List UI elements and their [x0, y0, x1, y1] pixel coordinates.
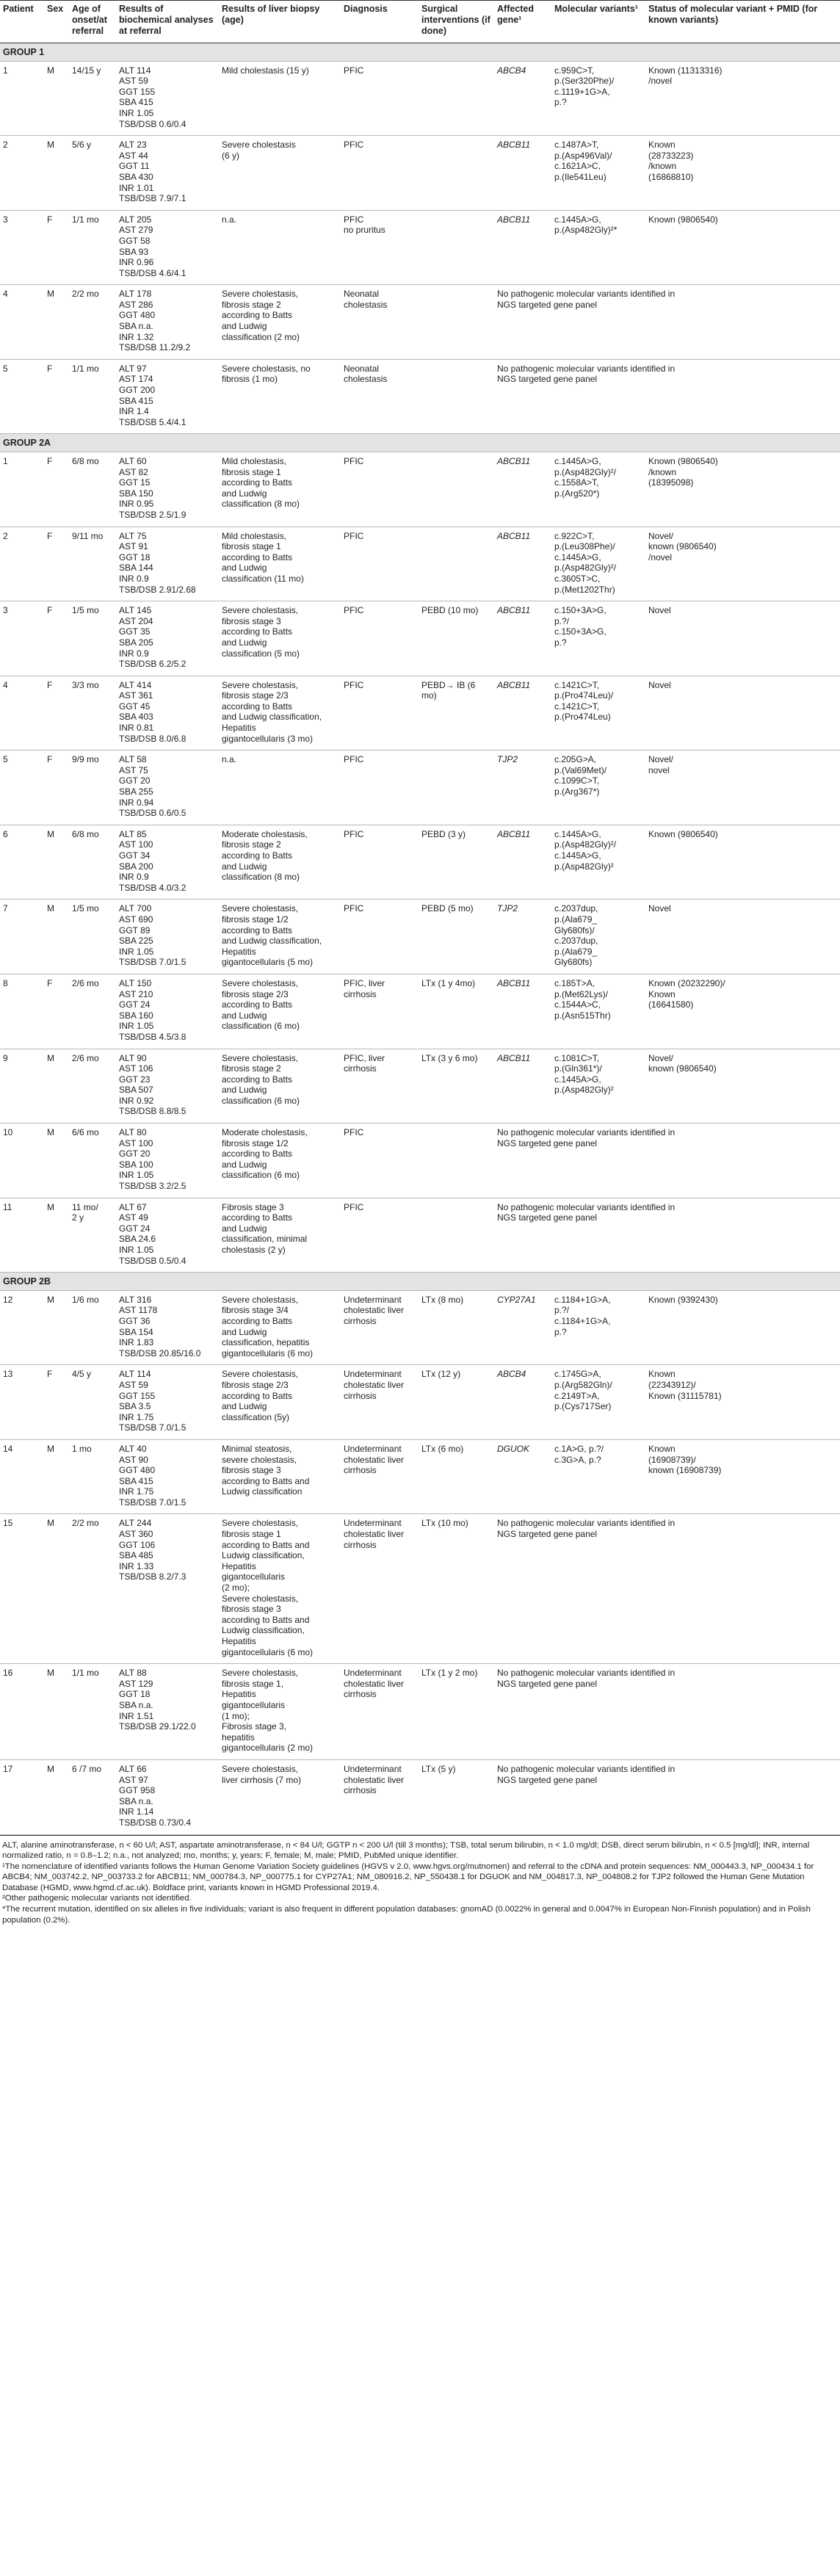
cell-no-variant: No pathogenic molecular variants identified in NGS targeted gene panel	[494, 359, 840, 434]
cell-gene: TJP2	[494, 750, 551, 825]
cell-biochem: ALT 40 AST 90 GGT 480 SBA 415 INR 1.75 TSB/DSB 7.0/1.5	[116, 1439, 219, 1514]
cell-surgery: LTx (3 y 6 mo)	[419, 1049, 494, 1124]
cell-patient: 2	[0, 136, 44, 211]
cell-variants: c.150+3A>G, p.?/ c.150+3A>G, p.?	[551, 601, 645, 676]
cell-age: 2/6 mo	[69, 1049, 116, 1124]
cell-age: 11 mo/ 2 y	[69, 1198, 116, 1273]
cell-age: 4/5 y	[69, 1365, 116, 1440]
cell-diagnosis: PFIC	[341, 750, 419, 825]
cell-surgery: PEBD (3 y)	[419, 825, 494, 900]
table-row	[0, 285, 840, 360]
table-row	[0, 900, 840, 974]
cell-patient: 17	[0, 1759, 44, 1834]
cell-variants: c.922C>T, p.(Leu308Phe)/ c.1445A>G, p.(Asp482Gly)²/ c.3605T>C, p.(Met1202Thr)	[551, 527, 645, 601]
cell-diagnosis: Undeterminant cholestatic liver cirrhosis	[341, 1759, 419, 1834]
header-status: Status of molecular variant + PMID (for known variants)	[645, 1, 840, 43]
cell-variants: c.2037dup, p.(Ala679_ Gly680fs)/ c.2037dup, p.(Ala679_ Gly680fs)	[551, 900, 645, 974]
cell-age: 1/6 mo	[69, 1290, 116, 1365]
table-row	[0, 750, 840, 825]
cell-status: Novel/ known (9806540)	[645, 1049, 840, 1124]
cell-patient: 2	[0, 527, 44, 601]
cell-patient: 15	[0, 1514, 44, 1664]
table-row	[0, 601, 840, 676]
cell-diagnosis: PFIC no pruritus	[341, 210, 419, 285]
cell-biochem: ALT 244 AST 360 GGT 106 SBA 485 INR 1.33 TSB/DSB 8.2/7.3	[116, 1514, 219, 1664]
cell-sex: M	[44, 1290, 69, 1365]
cell-sex: M	[44, 1439, 69, 1514]
cell-age: 1/1 mo	[69, 1664, 116, 1760]
cell-age: 1 mo	[69, 1439, 116, 1514]
cell-biochem: ALT 114 AST 59 GGT 155 SBA 415 INR 1.05 TSB/DSB 0.6/0.4	[116, 61, 219, 136]
cell-surgery: LTx (8 mo)	[419, 1290, 494, 1365]
cell-status: Known (9806540) /known (18395098)	[645, 452, 840, 527]
cell-variants: c.1445A>G, p.(Asp482Gly)²/ c.1445A>G, p.(Asp482Gly)²	[551, 825, 645, 900]
cell-diagnosis: PFIC	[341, 676, 419, 750]
cell-variants: c.959C>T, p.(Ser320Phe)/ c.1119+1G>A, p.?	[551, 61, 645, 136]
cell-variants: c.1445A>G, p.(Asp482Gly)²*	[551, 210, 645, 285]
cell-patient: 12	[0, 1290, 44, 1365]
cell-surgery	[419, 210, 494, 285]
cell-surgery: PEBD (5 mo)	[419, 900, 494, 974]
cell-diagnosis: PFIC, liver cirrhosis	[341, 974, 419, 1049]
cell-age: 9/11 mo	[69, 527, 116, 601]
cell-biopsy: Severe cholestasis, fibrosis stage 2 according to Batts and Ludwig classification (2 mo)	[219, 285, 341, 360]
table-row	[0, 1290, 840, 1365]
table-row	[0, 1124, 840, 1198]
header-gene: Affected gene¹	[494, 1, 551, 43]
cell-patient: 4	[0, 285, 44, 360]
cell-patient: 3	[0, 210, 44, 285]
cell-variants: c.1184+1G>A, p.?/ c.1184+1G>A, p.?	[551, 1290, 645, 1365]
cell-biopsy: Severe cholestasis, liver cirrhosis (7 mo)	[219, 1759, 341, 1834]
cell-sex: M	[44, 1759, 69, 1834]
cell-surgery	[419, 527, 494, 601]
cell-patient: 14	[0, 1439, 44, 1514]
cell-biopsy: Mild cholestasis, fibrosis stage 1 according to Batts and Ludwig classification (8 mo)	[219, 452, 341, 527]
table-row	[0, 210, 840, 285]
cell-no-variant: No pathogenic molecular variants identified in NGS targeted gene panel	[494, 285, 840, 360]
table-row	[0, 1198, 840, 1273]
table-row	[0, 1365, 840, 1440]
table-row	[0, 1664, 840, 1760]
cell-age: 1/1 mo	[69, 359, 116, 434]
cell-age: 2/2 mo	[69, 285, 116, 360]
cell-age: 1/1 mo	[69, 210, 116, 285]
cell-status: Novel/ novel	[645, 750, 840, 825]
table-row	[0, 136, 840, 211]
cell-diagnosis: Undeterminant cholestatic liver cirrhosis	[341, 1365, 419, 1440]
cell-biopsy: Moderate cholestasis, fibrosis stage 2 according to Batts and Ludwig classification (8 mo)	[219, 825, 341, 900]
cell-surgery: LTx (1 y 2 mo)	[419, 1664, 494, 1760]
cell-biochem: ALT 150 AST 210 GGT 24 SBA 160 INR 1.05 TSB/DSB 4.5/3.8	[116, 974, 219, 1049]
cell-sex: M	[44, 1514, 69, 1664]
cell-biopsy: Severe cholestasis (6 y)	[219, 136, 341, 211]
table-footnotes	[0, 1835, 840, 1926]
cell-sex: M	[44, 825, 69, 900]
cell-age: 2/6 mo	[69, 974, 116, 1049]
cell-status: Known (22343912)/ Known (31115781)	[645, 1365, 840, 1440]
cell-biopsy: Severe cholestasis, fibrosis stage 3 according to Batts and Ludwig classification (5 mo)	[219, 601, 341, 676]
cell-biopsy: n.a.	[219, 210, 341, 285]
header-biopsy: Results of liver biopsy (age)	[219, 1, 341, 43]
cell-age: 2/2 mo	[69, 1514, 116, 1664]
cell-age: 3/3 mo	[69, 676, 116, 750]
cell-variants: c.1487A>T, p.(Asp496Val)/ c.1621A>C, p.(Ile541Leu)	[551, 136, 645, 211]
cell-biopsy: Mild cholestasis (15 y)	[219, 61, 341, 136]
group-header	[0, 434, 840, 452]
cell-status: Novel/ known (9806540) /novel	[645, 527, 840, 601]
cell-surgery	[419, 1198, 494, 1273]
group-header	[0, 43, 840, 62]
cell-status: Known (9392430)	[645, 1290, 840, 1365]
group-title: GROUP 2A	[0, 434, 840, 452]
cell-biochem: ALT 23 AST 44 GGT 11 SBA 430 INR 1.01 TSB/DSB 7.9/7.1	[116, 136, 219, 211]
cell-gene: ABCB11	[494, 136, 551, 211]
cell-status: Known (16908739)/ known (16908739)	[645, 1439, 840, 1514]
cell-diagnosis: PFIC, liver cirrhosis	[341, 1049, 419, 1124]
table-row	[0, 1049, 840, 1124]
cell-gene: ABCB11	[494, 676, 551, 750]
footnote-2: ²Other pathogenic molecular variants not identified.	[2, 1894, 192, 1903]
cell-surgery	[419, 452, 494, 527]
cell-surgery: LTx (5 y)	[419, 1759, 494, 1834]
cell-diagnosis: PFIC	[341, 136, 419, 211]
header-variants: Molecular variants¹	[551, 1, 645, 43]
cell-diagnosis: Undeterminant cholestatic liver cirrhosis	[341, 1290, 419, 1365]
cell-sex: F	[44, 452, 69, 527]
cell-biopsy: Severe cholestasis, fibrosis stage 1 according to Batts and Ludwig classification, Hepatitis gigantocellularis (2 mo); Severe cholestasis, fibrosis stage 3 according to Batts and Ludwig classification, Hepatitis gigantocellularis (6 mo)	[219, 1514, 341, 1664]
cell-biopsy: Severe cholestasis, fibrosis stage 1, Hepatitis gigantocellularis (1 mo); Fibrosis stage 3, hepatitis gigantocellularis (2 mo)	[219, 1664, 341, 1760]
cell-sex: M	[44, 1049, 69, 1124]
cell-surgery	[419, 359, 494, 434]
cell-diagnosis: PFIC	[341, 61, 419, 136]
cell-gene: ABCB11	[494, 974, 551, 1049]
cell-age: 6/8 mo	[69, 452, 116, 527]
cell-biochem: ALT 60 AST 82 GGT 15 SBA 150 INR 0.95 TSB/DSB 2.5/1.9	[116, 452, 219, 527]
cell-gene: ABCB11	[494, 1049, 551, 1124]
cell-sex: F	[44, 210, 69, 285]
cell-diagnosis: PFIC	[341, 900, 419, 974]
cell-biopsy: Severe cholestasis, fibrosis stage 2 according to Batts and Ludwig classification (6 mo)	[219, 1049, 341, 1124]
cell-age: 9/9 mo	[69, 750, 116, 825]
cell-patient: 1	[0, 452, 44, 527]
cell-gene: ABCB11	[494, 601, 551, 676]
table-row	[0, 676, 840, 750]
table-row	[0, 974, 840, 1049]
header-biochem: Results of biochemical analyses at referral	[116, 1, 219, 43]
cell-biochem: ALT 205 AST 279 GGT 58 SBA 93 INR 0.96 TSB/DSB 4.6/4.1	[116, 210, 219, 285]
group-title: GROUP 2B	[0, 1273, 840, 1291]
cell-surgery	[419, 61, 494, 136]
cell-surgery	[419, 1124, 494, 1198]
cell-biochem: ALT 90 AST 106 GGT 23 SBA 507 INR 0.92 TSB/DSB 8.8/8.5	[116, 1049, 219, 1124]
header-diagnosis: Diagnosis	[341, 1, 419, 43]
cell-diagnosis: Undeterminant cholestatic liver cirrhosis	[341, 1439, 419, 1514]
footnote-abbreviations: ALT, alanine aminotransferase, n < 60 U/l; AST, aspartate aminotransferase, n < 84 U/l; GGTP n < 200 U/l (till 3 months); TSB, total serum bilirubin, n < 1.0 mg/dl; DSB, direct serum bilirubin, n < 0.5 [mg/dl]; INR, internal normalized ratio, n = 0.8–1.2; n.a., not analyzed; mo, months; y, years; F, female; M, male; PMID, PubMed unique identifier.	[2, 1840, 810, 1861]
cell-gene: ABCB11	[494, 825, 551, 900]
cell-patient: 4	[0, 676, 44, 750]
cell-patient: 9	[0, 1049, 44, 1124]
cell-biochem: ALT 700 AST 690 GGT 89 SBA 225 INR 1.05 TSB/DSB 7.0/1.5	[116, 900, 219, 974]
cell-variants: c.1081C>T, p.(Gln361*)/ c.1445A>G, p.(Asp482Gly)²	[551, 1049, 645, 1124]
cell-status: Novel	[645, 601, 840, 676]
cell-gene: ABCB4	[494, 61, 551, 136]
cell-gene: ABCB11	[494, 527, 551, 601]
cell-sex: F	[44, 601, 69, 676]
cell-sex: M	[44, 1664, 69, 1760]
cell-sex: M	[44, 1198, 69, 1273]
cell-status: Known (20232290)/ Known (16641580)	[645, 974, 840, 1049]
cell-gene: DGUOK	[494, 1439, 551, 1514]
table-row	[0, 1514, 840, 1664]
cell-sex: F	[44, 1365, 69, 1440]
table-row	[0, 61, 840, 136]
cell-variants: c.1745G>A, p.(Arg582Gln)/ c.2149T>A, p.(Cys717Ser)	[551, 1365, 645, 1440]
group-title: GROUP 1	[0, 43, 840, 62]
cell-diagnosis: Undeterminant cholestatic liver cirrhosis	[341, 1514, 419, 1664]
table-row	[0, 1439, 840, 1514]
cell-gene: ABCB11	[494, 210, 551, 285]
cell-variants: c.1421C>T, p.(Pro474Leu)/ c.1421C>T, p.(Pro474Leu)	[551, 676, 645, 750]
cell-gene: ABCB4	[494, 1365, 551, 1440]
cell-biochem: ALT 58 AST 75 GGT 20 SBA 255 INR 0.94 TSB/DSB 0.6/0.5	[116, 750, 219, 825]
cell-diagnosis: Neonatal cholestasis	[341, 359, 419, 434]
cell-age: 6/6 mo	[69, 1124, 116, 1198]
cell-gene: ABCB11	[494, 452, 551, 527]
cell-status: Known (9806540)	[645, 825, 840, 900]
cell-sex: M	[44, 61, 69, 136]
cell-surgery: PEBD (10 mo)	[419, 601, 494, 676]
cell-variants: c.1A>G, p.?/ c.3G>A, p.?	[551, 1439, 645, 1514]
cell-surgery	[419, 750, 494, 825]
cell-sex: F	[44, 527, 69, 601]
cell-no-variant: No pathogenic molecular variants identified in NGS targeted gene panel	[494, 1664, 840, 1760]
cell-biopsy: Severe cholestasis, fibrosis stage 2/3 according to Batts and Ludwig classification (6 mo)	[219, 974, 341, 1049]
header-age: Age of onset/at referral	[69, 1, 116, 43]
cell-diagnosis: PFIC	[341, 825, 419, 900]
cell-biochem: ALT 80 AST 100 GGT 20 SBA 100 INR 1.05 TSB/DSB 3.2/2.5	[116, 1124, 219, 1198]
cell-biochem: ALT 75 AST 91 GGT 18 SBA 144 INR 0.9 TSB/DSB 2.91/2.68	[116, 527, 219, 601]
cell-biochem: ALT 85 AST 100 GGT 34 SBA 200 INR 0.9 TSB/DSB 4.0/3.2	[116, 825, 219, 900]
header-patient: Patient	[0, 1, 44, 43]
cell-biopsy: Mild cholestasis, fibrosis stage 1 according to Batts and Ludwig classification (11 mo)	[219, 527, 341, 601]
cell-age: 1/5 mo	[69, 601, 116, 676]
cell-surgery	[419, 136, 494, 211]
cell-diagnosis: PFIC	[341, 1124, 419, 1198]
cell-no-variant: No pathogenic molecular variants identified in NGS targeted gene panel	[494, 1198, 840, 1273]
cell-biochem: ALT 114 AST 59 GGT 155 SBA 3.5 INR 1.75 TSB/DSB 7.0/1.5	[116, 1365, 219, 1440]
cell-biopsy: Severe cholestasis, fibrosis stage 1/2 according to Batts and Ludwig classification, Hepatitis gigantocellularis (5 mo)	[219, 900, 341, 974]
cell-sex: F	[44, 974, 69, 1049]
cell-biochem: ALT 316 AST 1178 GGT 36 SBA 154 INR 1.83 TSB/DSB 20.85/16.0	[116, 1290, 219, 1365]
cell-variants: c.1445A>G, p.(Asp482Gly)²/ c.1558A>T, p.(Arg520*)	[551, 452, 645, 527]
cell-biochem: ALT 145 AST 204 GGT 35 SBA 205 INR 0.9 TSB/DSB 6.2/5.2	[116, 601, 219, 676]
cell-biochem: ALT 414 AST 361 GGT 45 SBA 403 INR 0.81 TSB/DSB 8.0/6.8	[116, 676, 219, 750]
cell-age: 6/8 mo	[69, 825, 116, 900]
cell-patient: 5	[0, 359, 44, 434]
footnote-1: ¹The nomenclature of identified variants follows the Human Genome Variation Society guidelines (HGVS v 2.0, www.hgvs.org/mutnomen) and referral to the cDNA and protein sequences: NM_000443.3, NP_000434.1 for ABCB4; NM_003742.2, NP_003733.2 for ABCB11; NM_000784.3, NP_000775.1 for CYP27A1; NM_080916.2, NP_550438.1 for DGUOK and NM_004817.3, NP_004808.2 for TJP2 followed the Human Gene Mutation Database (HGMD, www.hgmd.cf.ac.uk). Boldface print, variants known in HGMD Professional 2019.4.	[2, 1862, 814, 1892]
header-row	[0, 1, 840, 43]
cell-variants: c.205G>A, p.(Val69Met)/ c.1099C>T, p.(Arg367*)	[551, 750, 645, 825]
cell-patient: 6	[0, 825, 44, 900]
cell-biopsy: Severe cholestasis, no fibrosis (1 mo)	[219, 359, 341, 434]
cell-surgery: LTx (6 mo)	[419, 1439, 494, 1514]
cell-patient: 7	[0, 900, 44, 974]
cell-age: 5/6 y	[69, 136, 116, 211]
cell-biopsy: n.a.	[219, 750, 341, 825]
cell-sex: M	[44, 900, 69, 974]
cell-status: Known (11313316) /novel	[645, 61, 840, 136]
cell-gene: TJP2	[494, 900, 551, 974]
cell-biopsy: Severe cholestasis, fibrosis stage 2/3 according to Batts and Ludwig classification (5y)	[219, 1365, 341, 1440]
cell-diagnosis: Neonatal cholestasis	[341, 285, 419, 360]
cell-patient: 3	[0, 601, 44, 676]
cell-patient: 10	[0, 1124, 44, 1198]
table-row	[0, 825, 840, 900]
cell-diagnosis: PFIC	[341, 527, 419, 601]
table-row	[0, 527, 840, 601]
cell-biopsy: Fibrosis stage 3 according to Batts and Ludwig classification, minimal cholestasis (2 y)	[219, 1198, 341, 1273]
cell-no-variant: No pathogenic molecular variants identified in NGS targeted gene panel	[494, 1759, 840, 1834]
cell-surgery: LTx (12 y)	[419, 1365, 494, 1440]
cell-sex: M	[44, 285, 69, 360]
table-row	[0, 359, 840, 434]
cell-sex: F	[44, 359, 69, 434]
cell-diagnosis: PFIC	[341, 452, 419, 527]
cell-sex: M	[44, 1124, 69, 1198]
cell-biochem: ALT 67 AST 49 GGT 24 SBA 24.6 INR 1.05 TSB/DSB 0.5/0.4	[116, 1198, 219, 1273]
header-sex: Sex	[44, 1, 69, 43]
cell-surgery: LTx (1 y 4mo)	[419, 974, 494, 1049]
cell-gene: CYP27A1	[494, 1290, 551, 1365]
cell-biochem: ALT 88 AST 129 GGT 18 SBA n.a. INR 1.51 TSB/DSB 29.1/22.0	[116, 1664, 219, 1760]
cell-status: Novel	[645, 676, 840, 750]
cell-age: 14/15 y	[69, 61, 116, 136]
table-row	[0, 452, 840, 527]
cell-status: Known (9806540)	[645, 210, 840, 285]
cell-age: 1/5 mo	[69, 900, 116, 974]
cell-patient: 13	[0, 1365, 44, 1440]
cell-patient: 8	[0, 974, 44, 1049]
cell-patient: 5	[0, 750, 44, 825]
cell-biopsy: Moderate cholestasis, fibrosis stage 1/2 according to Batts and Ludwig classification (6 mo)	[219, 1124, 341, 1198]
cell-surgery: LTx (10 mo)	[419, 1514, 494, 1664]
cell-patient: 1	[0, 61, 44, 136]
cell-biochem: ALT 97 AST 174 GGT 200 SBA 415 INR 1.4 TSB/DSB 5.4/4.1	[116, 359, 219, 434]
cell-sex: M	[44, 136, 69, 211]
cell-biopsy: Minimal steatosis, severe cholestasis, fibrosis stage 3 according to Batts and Ludwig classification	[219, 1439, 341, 1514]
cell-diagnosis: PFIC	[341, 601, 419, 676]
cell-status: Known (28733223) /known (16868810)	[645, 136, 840, 211]
cell-biochem: ALT 178 AST 286 GGT 480 SBA n.a. INR 1.32 TSB/DSB 11.2/9.2	[116, 285, 219, 360]
cell-diagnosis: Undeterminant cholestatic liver cirrhosis	[341, 1664, 419, 1760]
cell-age: 6 /7 mo	[69, 1759, 116, 1834]
footnote-3: *The recurrent mutation, identified on six alleles in five individuals; variant is also frequent in different population databases: gnomAD (0.0022% in general and 0.0047% in European Non-Finnish population) and in Polish population (0.2%).	[2, 1905, 811, 1925]
cell-biopsy: Severe cholestasis, fibrosis stage 2/3 according to Batts and Ludwig classification, Hepatitis gigantocellularis (3 mo)	[219, 676, 341, 750]
cell-biochem: ALT 66 AST 97 GGT 958 SBA n.a. INR 1.14 TSB/DSB 0.73/0.4	[116, 1759, 219, 1834]
cell-biopsy: Severe cholestasis, fibrosis stage 3/4 according to Batts and Ludwig classification, hepatitis gigantocellularis (6 mo)	[219, 1290, 341, 1365]
cell-diagnosis: PFIC	[341, 1198, 419, 1273]
cell-no-variant: No pathogenic molecular variants identified in NGS targeted gene panel	[494, 1514, 840, 1664]
cell-surgery	[419, 285, 494, 360]
group-header	[0, 1273, 840, 1291]
table-row	[0, 1759, 840, 1834]
header-surgery: Surgical interventions (if done)	[419, 1, 494, 43]
cell-patient: 16	[0, 1664, 44, 1760]
cell-sex: F	[44, 676, 69, 750]
cell-sex: F	[44, 750, 69, 825]
cell-no-variant: No pathogenic molecular variants identified in NGS targeted gene panel	[494, 1124, 840, 1198]
cell-variants: c.185T>A, p.(Met62Lys)/ c.1544A>C, p.(Asn515Thr)	[551, 974, 645, 1049]
cell-surgery: PEBD→ IB (6 mo)	[419, 676, 494, 750]
cell-patient: 11	[0, 1198, 44, 1273]
cell-status: Novel	[645, 900, 840, 974]
